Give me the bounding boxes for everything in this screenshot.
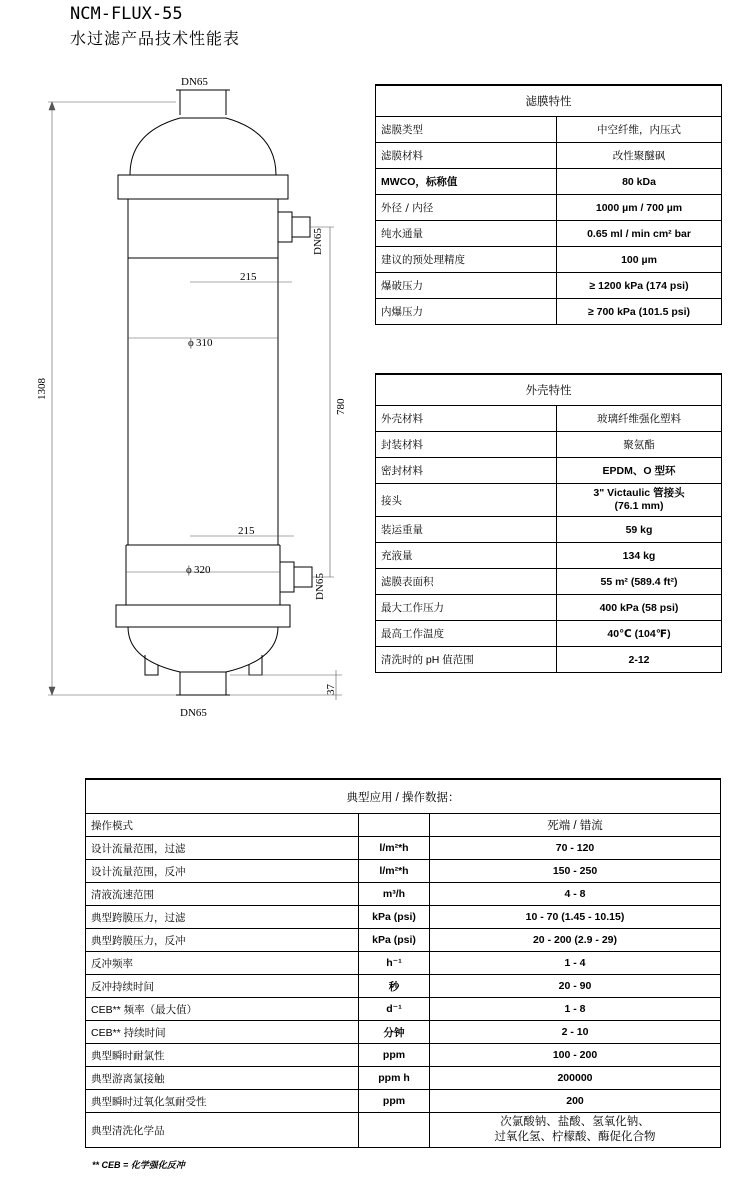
table-row — [376, 458, 722, 484]
upper-body — [128, 199, 278, 258]
phi-upper-symbol: ϕ — [188, 337, 194, 349]
membrane-table — [375, 84, 722, 325]
chem-line-2: 过氧化氢、柠檬酸、酶促化合物 — [494, 1131, 656, 1143]
row-value: 20 - 90 — [430, 975, 721, 998]
row-value: 1 - 8 — [430, 998, 721, 1021]
row-unit: l/m²*h — [359, 837, 430, 860]
row-label: CEB** 频率（最大值） — [86, 998, 359, 1021]
chem-line-1: 次氯酸钠、盐酸、氢氧化钠、 — [500, 1116, 650, 1128]
housing-title: 外壳特性 — [376, 374, 722, 406]
table-row — [376, 247, 722, 273]
row-value: ≥ 700 kPa (101.5 psi) — [557, 299, 722, 325]
row-unit: kPa (psi) — [359, 929, 430, 952]
row-value: 200 — [430, 1090, 721, 1113]
row-label: 最高工作温度 — [376, 621, 557, 647]
row-value — [557, 484, 722, 517]
footnote: ** CEB = 化学强化反冲 — [92, 1160, 185, 1170]
row-unit: 秒 — [359, 975, 430, 998]
row-label: 典型瞬时耐氯性 — [86, 1044, 359, 1067]
table-row — [86, 1021, 721, 1044]
row-value: 4 - 8 — [430, 883, 721, 906]
row-value: 1 - 4 — [430, 952, 721, 975]
mode-value: 死端 / 错流 — [430, 814, 721, 837]
bottom-nozzle — [176, 672, 230, 695]
table-row — [376, 595, 722, 621]
row-label: MWCO，标称值 — [376, 169, 557, 195]
housing-table — [375, 373, 722, 673]
row-label: 最大工作压力 — [376, 595, 557, 621]
table-row — [376, 221, 722, 247]
row-label: 典型跨膜压力，过滤 — [86, 906, 359, 929]
row-label: 装运重量 — [376, 517, 557, 543]
middle-body — [128, 258, 278, 545]
row-value: 400 kPa (58 psi) — [557, 595, 722, 621]
table-row — [376, 143, 722, 169]
row-unit: l/m²*h — [359, 860, 430, 883]
table-row — [86, 1067, 721, 1090]
table-row — [86, 837, 721, 860]
row-label: 滤膜类型 — [376, 117, 557, 143]
row-value: 20 - 200 (2.9 - 29) — [430, 929, 721, 952]
row-unit: 分钟 — [359, 1021, 430, 1044]
row-label: 设计流量范围，反冲 — [86, 860, 359, 883]
table-row — [86, 883, 721, 906]
row-label: 清洗时的 pH 值范围 — [376, 647, 557, 673]
table-row — [376, 406, 722, 432]
row-label: 典型跨膜压力，反冲 — [86, 929, 359, 952]
row-label: 设计流量范围，过滤 — [86, 837, 359, 860]
row-unit: kPa (psi) — [359, 906, 430, 929]
row-unit: ppm h — [359, 1067, 430, 1090]
table-row — [376, 273, 722, 299]
row-value: 改性聚醚砜 — [557, 143, 722, 169]
module-drawing — [30, 70, 370, 730]
row-value: 1000 µm / 700 µm — [557, 195, 722, 221]
row-value: 玻璃纤维强化塑料 — [557, 406, 722, 432]
bottom-dome — [128, 627, 278, 672]
row-value: EPDM、O 型环 — [557, 458, 722, 484]
row-value: 聚氨酯 — [557, 432, 722, 458]
row-label: 反冲持续时间 — [86, 975, 359, 998]
row-label: 典型瞬时过氧化氢耐受性 — [86, 1090, 359, 1113]
table-row — [86, 860, 721, 883]
chem-unit — [359, 1113, 430, 1148]
bottom-flange — [116, 605, 290, 627]
row-unit: m³/h — [359, 883, 430, 906]
dn-side-top-label: DN65 — [312, 228, 324, 255]
model-title: NCM-FLUX-55 — [70, 4, 183, 24]
row-value: 2-12 — [557, 647, 722, 673]
top-dome — [130, 118, 276, 175]
table-row — [376, 647, 722, 673]
mode-unit — [359, 814, 430, 837]
row-label: 外径 / 内径 — [376, 195, 557, 221]
table-row — [376, 299, 722, 325]
table-row — [86, 998, 721, 1021]
table-row — [376, 621, 722, 647]
row-value: 40℃ (104℉) — [557, 621, 722, 647]
dia-lower-label: 320 — [194, 564, 211, 576]
row-label: 反冲频率 — [86, 952, 359, 975]
row-label: 密封材料 — [376, 458, 557, 484]
chem-value — [430, 1113, 721, 1148]
table-row — [376, 117, 722, 143]
table-row — [376, 432, 722, 458]
row-unit: h⁻¹ — [359, 952, 430, 975]
row-value: 200000 — [430, 1067, 721, 1090]
dn-bottom-label: DN65 — [180, 707, 207, 719]
row-value: 中空纤维，内压式 — [557, 117, 722, 143]
row-label: 爆破压力 — [376, 273, 557, 299]
dn-top-label: DN65 — [181, 76, 208, 88]
table-row — [86, 975, 721, 998]
base-height-label: 37 — [325, 684, 337, 695]
table-row — [86, 1113, 721, 1148]
membrane-title: 滤膜特性 — [376, 85, 722, 117]
row-label: 外壳材料 — [376, 406, 557, 432]
module-drawing-svg — [30, 70, 370, 730]
row-label: CEB** 持续时间 — [86, 1021, 359, 1044]
table-row — [86, 1090, 721, 1113]
row-label: 纯水通量 — [376, 221, 557, 247]
row-unit: ppm — [359, 1044, 430, 1067]
table-row — [86, 906, 721, 929]
row-label: 充液量 — [376, 543, 557, 569]
row-value: 100 µm — [557, 247, 722, 273]
dn-side-bottom-label: DN65 — [314, 573, 326, 600]
table-row — [376, 569, 722, 595]
height-total-label: 1308 — [36, 378, 48, 400]
row-label: 封装材料 — [376, 432, 557, 458]
row-label: 清液流速范围 — [86, 883, 359, 906]
spacing-dim-line — [310, 227, 334, 577]
connector-line-2: (76.1 mm) — [614, 500, 664, 512]
row-unit: ppm — [359, 1090, 430, 1113]
table-row — [376, 169, 722, 195]
port-spacing-label: 780 — [335, 398, 347, 415]
row-label: 滤膜材料 — [376, 143, 557, 169]
row-value: 70 - 120 — [430, 837, 721, 860]
row-value: 134 kg — [557, 543, 722, 569]
side-port-top — [278, 212, 310, 242]
row-value: 55 m² (589.4 ft²) — [557, 569, 722, 595]
height-dim-line — [48, 102, 176, 695]
page-subtitle: 水过滤产品技术性能表 — [70, 29, 241, 48]
table-row — [376, 195, 722, 221]
side-port-bottom — [280, 562, 312, 592]
table-row — [376, 484, 722, 517]
row-value: ≥ 1200 kPa (174 psi) — [557, 273, 722, 299]
dia-upper-label: 310 — [196, 337, 213, 349]
chem-label: 典型清洗化学品 — [86, 1113, 359, 1148]
row-label: 典型游离氯接触 — [86, 1067, 359, 1090]
top-flange — [118, 175, 288, 199]
top-nozzle — [176, 90, 230, 115]
table-row — [86, 814, 721, 837]
row-value: 150 - 250 — [430, 860, 721, 883]
operation-table — [85, 778, 721, 1148]
phi-lower-symbol: ϕ — [186, 564, 192, 576]
offset-top-label: 215 — [240, 271, 257, 283]
operation-title: 典型应用 / 操作数据： — [86, 779, 721, 814]
row-value: 59 kg — [557, 517, 722, 543]
table-row — [86, 929, 721, 952]
row-value: 10 - 70 (1.45 - 10.15) — [430, 906, 721, 929]
row-label: 接头 — [376, 484, 557, 517]
table-row — [86, 1044, 721, 1067]
row-value: 100 - 200 — [430, 1044, 721, 1067]
table-row — [86, 952, 721, 975]
row-unit: d⁻¹ — [359, 998, 430, 1021]
row-label: 建议的预处理精度 — [376, 247, 557, 273]
offset-bottom-label: 215 — [238, 525, 255, 537]
table-row — [376, 543, 722, 569]
row-value: 0.65 ml / min cm² bar — [557, 221, 722, 247]
row-value: 2 - 10 — [430, 1021, 721, 1044]
row-label: 内爆压力 — [376, 299, 557, 325]
connector-line-1: 3" Victaulic 管接头 — [593, 487, 685, 499]
row-label: 滤膜表面积 — [376, 569, 557, 595]
row-value: 80 kDa — [557, 169, 722, 195]
table-row — [376, 517, 722, 543]
mode-label: 操作模式 — [86, 814, 359, 837]
